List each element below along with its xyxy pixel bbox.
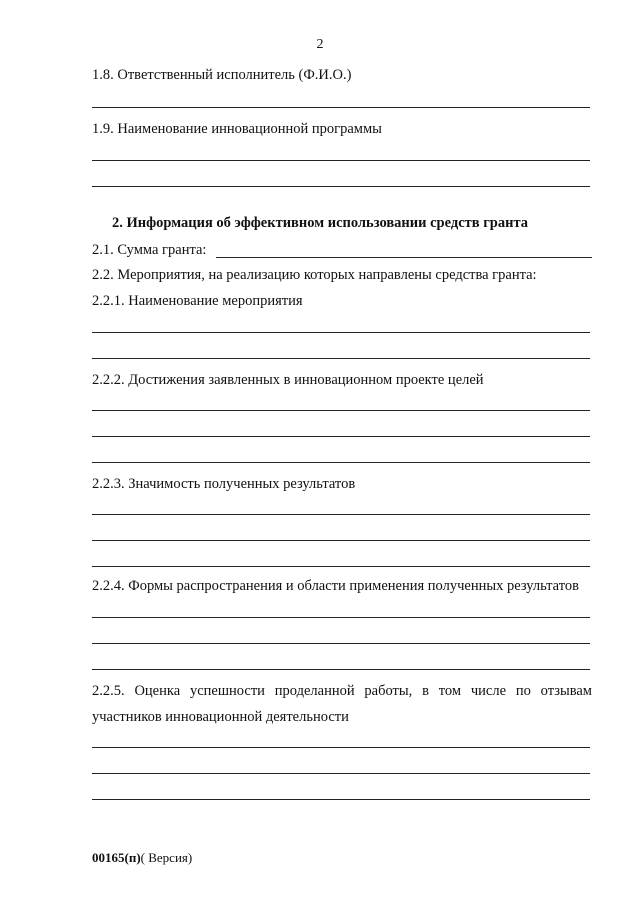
field-label-2-2: 2.2. Мероприятия, на реализацию которых направлены средства гранта: (92, 267, 537, 283)
page-number: 2 (316, 37, 324, 52)
document-code-version: ( Версия) (140, 850, 193, 865)
answer-line-2-2-4-c[interactable] (92, 669, 590, 670)
answer-line-2-2-5-a[interactable] (92, 747, 590, 748)
answer-line-2-2-1-a[interactable] (92, 332, 590, 333)
answer-line-2-2-3-c[interactable] (92, 566, 590, 567)
answer-line-1-9-a[interactable] (92, 160, 590, 161)
document-code-number: 00165(п) (92, 850, 141, 865)
field-label-2-2-5-line2: участников инновационной деятельности (92, 709, 349, 725)
field-label-2-1: 2.1. Сумма гранта: (92, 242, 207, 258)
answer-line-2-2-3-a[interactable] (92, 514, 590, 515)
answer-line-1-9-b[interactable] (92, 186, 590, 187)
answer-line-2-2-2-a[interactable] (92, 410, 590, 411)
field-label-2-2-5-line1: 2.2.5. Оценка успешности проделанной работы, в том числе по отзывам (92, 683, 592, 699)
field-label-1-9: 1.9. Наименование инновационной программы (92, 121, 382, 137)
answer-line-2-2-2-c[interactable] (92, 462, 590, 463)
section-2-heading: 2. Информация об эффективном использовании средств гранта (111, 215, 529, 231)
answer-line-2-2-5-c[interactable] (92, 799, 590, 800)
answer-line-2-2-1-b[interactable] (92, 358, 590, 359)
answer-line-2-2-4-a[interactable] (92, 617, 590, 618)
field-label-2-2-2: 2.2.2. Достижения заявленных в инновационном проекте целей (92, 372, 484, 388)
answer-line-2-2-2-b[interactable] (92, 436, 590, 437)
field-label-2-2-1: 2.2.1. Наименование мероприятия (92, 293, 303, 309)
answer-line-1-8[interactable] (92, 107, 590, 108)
field-label-2-2-3: 2.2.3. Значимость полученных результатов (92, 476, 356, 492)
answer-line-2-2-4-b[interactable] (92, 643, 590, 644)
answer-line-2-1[interactable] (216, 257, 592, 258)
answer-line-2-2-5-b[interactable] (92, 773, 590, 774)
answer-line-2-2-3-b[interactable] (92, 540, 590, 541)
document-code (92, 850, 192, 866)
field-label-1-8: 1.8. Ответственный исполнитель (Ф.И.О.) (92, 67, 352, 83)
field-label-2-2-4: 2.2.4. Формы распространения и области применения полученных результатов (92, 578, 579, 594)
